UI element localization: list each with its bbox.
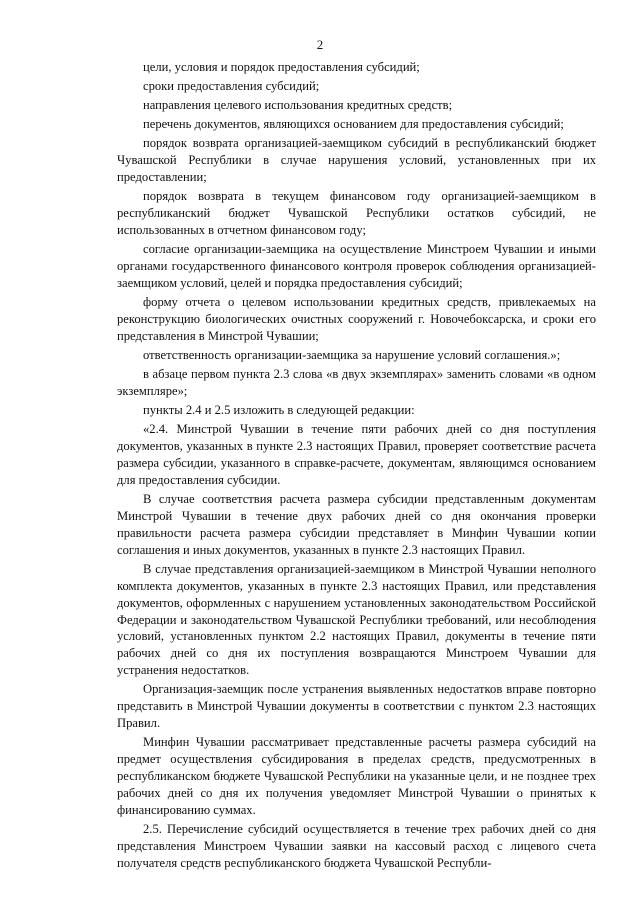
paragraph-4: перечень документов, являющихся основанием для предоставления субсидий; [143, 117, 564, 132]
paragraph-17: 2.5. Перечисление субсидий осуществляется в течение трех рабочих дней со дня представления Минстроем Чувашии заявки на кассовый расход с лицевого счета получателя средств республиканского бюджета Чувашской Республи- [117, 821, 596, 870]
paragraph-15: Организация-заемщик после устранения выявленных недостатков вправе повторно представить в Минстрой Чувашии документы в соответствии с пунктом 2.3 настоящих Правил. [117, 682, 596, 731]
paragraph-7: согласие организации-заемщика на осуществление Минстроем Чувашии и иными органами государственного финансового контроля проверок соблюдения организацией-заемщиком условий, целей и порядка предоставления субсидий; [117, 242, 596, 290]
paragraph-12: «2.4. Минстрой Чувашии в течение пяти рабочих дней со дня поступления документов, указанных в пункте 2.3 настоящих Правил, проверяет соответствие расчета размера субсидии, указанного в справке-расчете, документам, являющимся основанием для предоставления субсидии. [117, 422, 596, 487]
paragraph-5: порядок возврата организацией-заемщиком субсидий в республиканский бюджет Чувашской Республики в случае нарушения условий, установленных при их предоставлении; [117, 136, 596, 185]
paragraph-10: в абзаце первом пункта 2.3 слова «в двух экземплярах» заменить словами «в одном экземпляре»; [117, 367, 596, 398]
paragraph-8: форму отчета о целевом использовании кредитных средств, привлекаемых на реконструкцию биологических очистных сооружений г. Новочебоксарска, и сроки его представления в Минстрой Чувашии; [117, 295, 596, 343]
paragraph-13: В случае соответствия расчета размера субсидии представленным документам Минстрой Чувашии в течение двух рабочих дней со дня окончания проверки правильности расчета размера субсидии представляет в Минфин Чувашии копии соглашения и иных документов, указанных в пункте 2.3 настоящих Правил. [117, 492, 596, 557]
paragraph-11: пункты 2.4 и 2.5 изложить в следующей редакции: [143, 403, 415, 418]
paragraph-16: Минфин Чувашии рассматривает представленные расчеты размера субсидий на предмет осуществления субсидирования в пределах средств, предусмотренных в республиканском бюджете Чувашской Республики на указанные цели, и не позднее трех рабочих дней со дня их получения уведомляет Минстрой Чувашии о принятых к финансированию суммах. [117, 735, 596, 817]
paragraph-3: направления целевого использования кредитных средств; [143, 98, 453, 113]
paragraph-2: сроки предоставления субсидий; [143, 79, 320, 94]
page-number: 2 [316, 37, 324, 52]
paragraph-1: цели, условия и порядок предоставления субсидий; [143, 60, 420, 74]
document-body [117, 59, 596, 874]
paragraph-6: порядок возврата в текущем финансовом году организацией-заемщиком в республиканский бюджет Чувашской Республики остатков субсидий, не использованных в отчетном финансовом году; [117, 189, 596, 238]
paragraph-14: В случае представления организацией-заемщиком в Минстрой Чувашии неполного комплекта документов, указанных в пункте 2.3 настоящих Правил, или представления документов, оформленных с нарушением установленных законодательством Российской Федерации и законодательством Чувашской Республики требований, или несоблюдения условий, установленных пунктом 2.2 настоящих Правил, документы в течение пяти рабочих дней со дня их поступления возвращаются Минстроем Чувашии для устранения недостатков. [117, 561, 596, 678]
paragraph-9: ответственность организации-заемщика за нарушение условий соглашения.»; [143, 348, 561, 362]
